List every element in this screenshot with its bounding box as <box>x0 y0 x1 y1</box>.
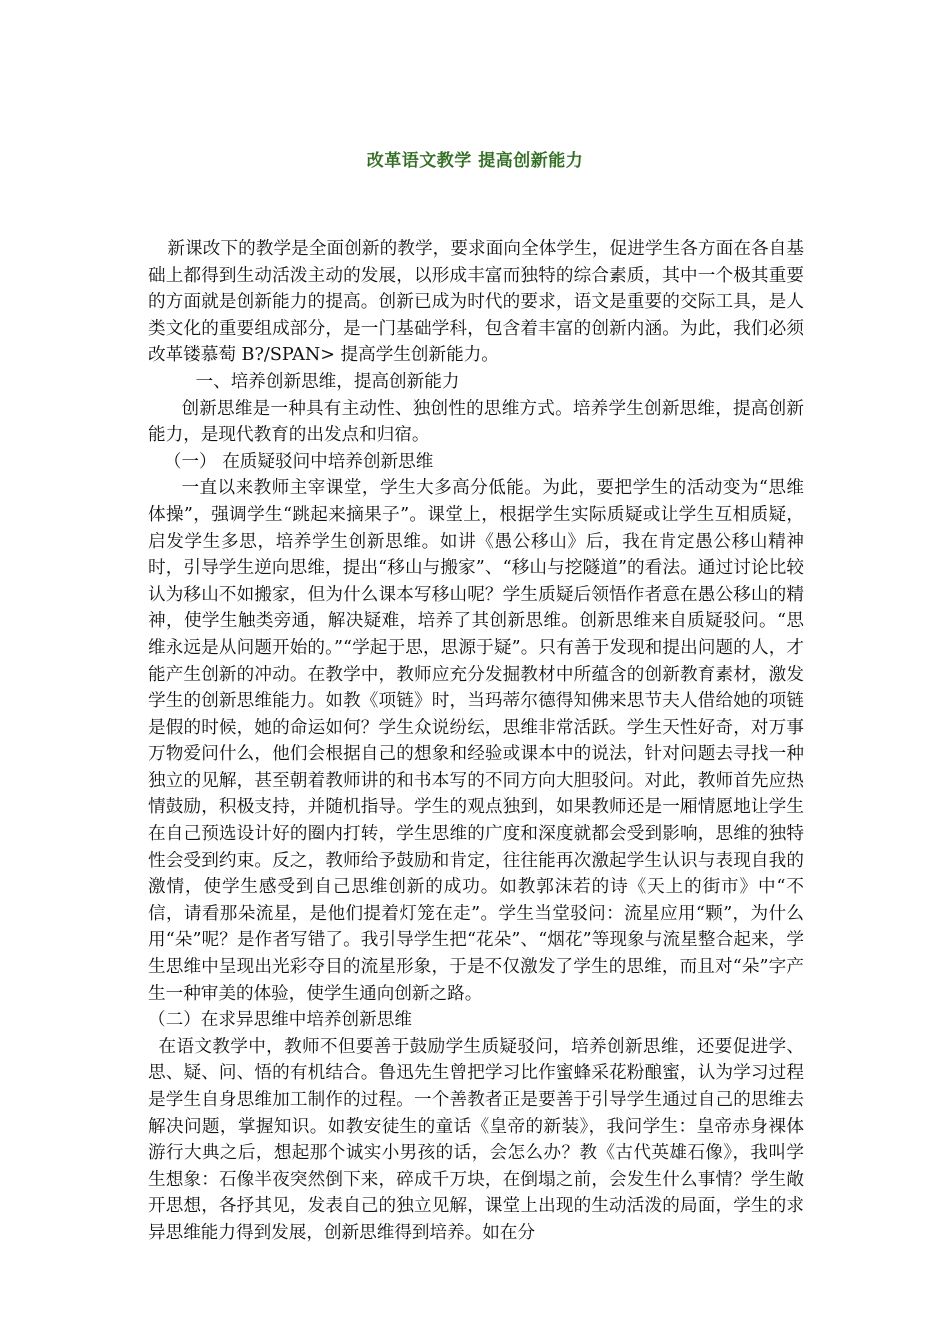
subsection-heading-1: （一） 在质疑驳问中培养创新思维 <box>163 451 434 472</box>
section-1-paragraph: 创新思维是一种具有主动性、独创性的思维方式。培养学生创新思维，提高创新能力，是现代教育的出发点和归宿。 <box>148 398 804 446</box>
intro-paragraph: 新课改下的教学是全面创新的教学，要求面向全体学生，促进学生各方面在各自基础上都得到生动活泼主动的发展，以形成丰富而独特的综合素质，其中一个极其重要的方面就是创新能力的提高。创新已成为时代的要求，语文是重要的交际工具，是人类文化的重要组成部分，是一门基础学科，包含着丰富的创新内涵。为此，我们必须改革镂慕萄 B?/SPAN> 提高学生创新能力。 <box>148 239 804 366</box>
section-heading-1: 一、培养创新思维，提高创新能力 <box>195 371 460 392</box>
subsection-2-paragraph: 在语文教学中，教师不但要善于鼓励学生质疑驳问，培养创新思维，还要促进学、思、疑、问、悟的有机结合。鲁迅先生曾把学习比作蜜蜂采花粉酿蜜，认为学习过程是学生自身思维加工制作的过程。一个善教者正是要善于引导学生通过自己的思维去解决问题，掌握知识。如教安徒生的童话《皇帝的新装》，我问学生：皇帝赤身裸体游行大典之后，想起那个诚实小男孩的话，会怎么办？教《古代英雄石像》，我叫学生想象：石像半夜突然倒下来，碎成千万块，在倒塌之前，会发生什么事情？学生敞开思想，各抒其见，发表自己的独立见解，课堂上出现的生动活泼的局面，学生的求异思维能力得到发展，创新思维得到培养。如在分 <box>148 1036 804 1243</box>
subsection-heading-2: （二）在求异思维中培养创新思维 <box>148 1010 412 1031</box>
document-body <box>148 236 804 1247</box>
document-title: 改革语文教学 提高创新能力 <box>366 151 584 171</box>
subsection-1-paragraph: 一直以来教师主宰课堂，学生大多高分低能。为此，要把学生的活动变为“思维体操”，强调学生“跳起来摘果子”。课堂上，根据学生实际质疑或让学生互相质疑，启发学生多思，培养学生创新思维。如讲《愚公移山》后，我在肯定愚公移山精神时，引导学生逆向思维，提出“移山与搬家”、“移山与挖隧道”的看法。通过讨论比较认为移山不如搬家，但为什么课本写移山呢？学生质疑后领悟作者意在愚公移山的精神，使学生触类旁通，解决疑难，培养了其创新思维。创新思维来自质疑驳问。“思维永远是从问题开始的。”“学起于思，思源于疑”。只有善于发现和提出问题的人，才能产生创新的冲动。在教学中，教师应充分发掘教材中所蕴含的创新教育素材，激发学生的创新思维能力。如教《项链》时，当玛蒂尔德得知佛来思节夫人借给她的项链是假的时候，她的命运如何？学生众说纷纭，思维非常活跃。学生天性好奇，对万事万物爱问什么，他们会根据自己的想象和经验或课本中的说法，针对问题去寻找一种独立的见解，甚至朝着教师讲的和书本写的不同方向大胆驳问。对此，教师首先应热情鼓励，积极支持，并随机指导。学生的观点独到，如果教师还是一厢情愿地让学生在自己预选设计好的圈内打转，学生思维的广度和深度就都会受到影响，思维的独特性会受到约束。反之，教师给予鼓励和肯定，往往能再次激起学生认识与表现自我的激情，使学生感受到自己思维创新的成功。如教郭沫若的诗《天上的街市》中“不信，请看那朵流星，是他们提着灯笼在走”。学生当堂驳问：流星应用“颗”，为什么用“朵”呢？是作者写错了。我引导学生把“花朵”、“烟花”等现象与流星整合起来，学生思维中呈现出光彩夺目的流星形象，于是不仅激发了学生的思维，而且对“朵”字产生一种审美的体验，使学生通向创新之路。 <box>148 478 804 1004</box>
